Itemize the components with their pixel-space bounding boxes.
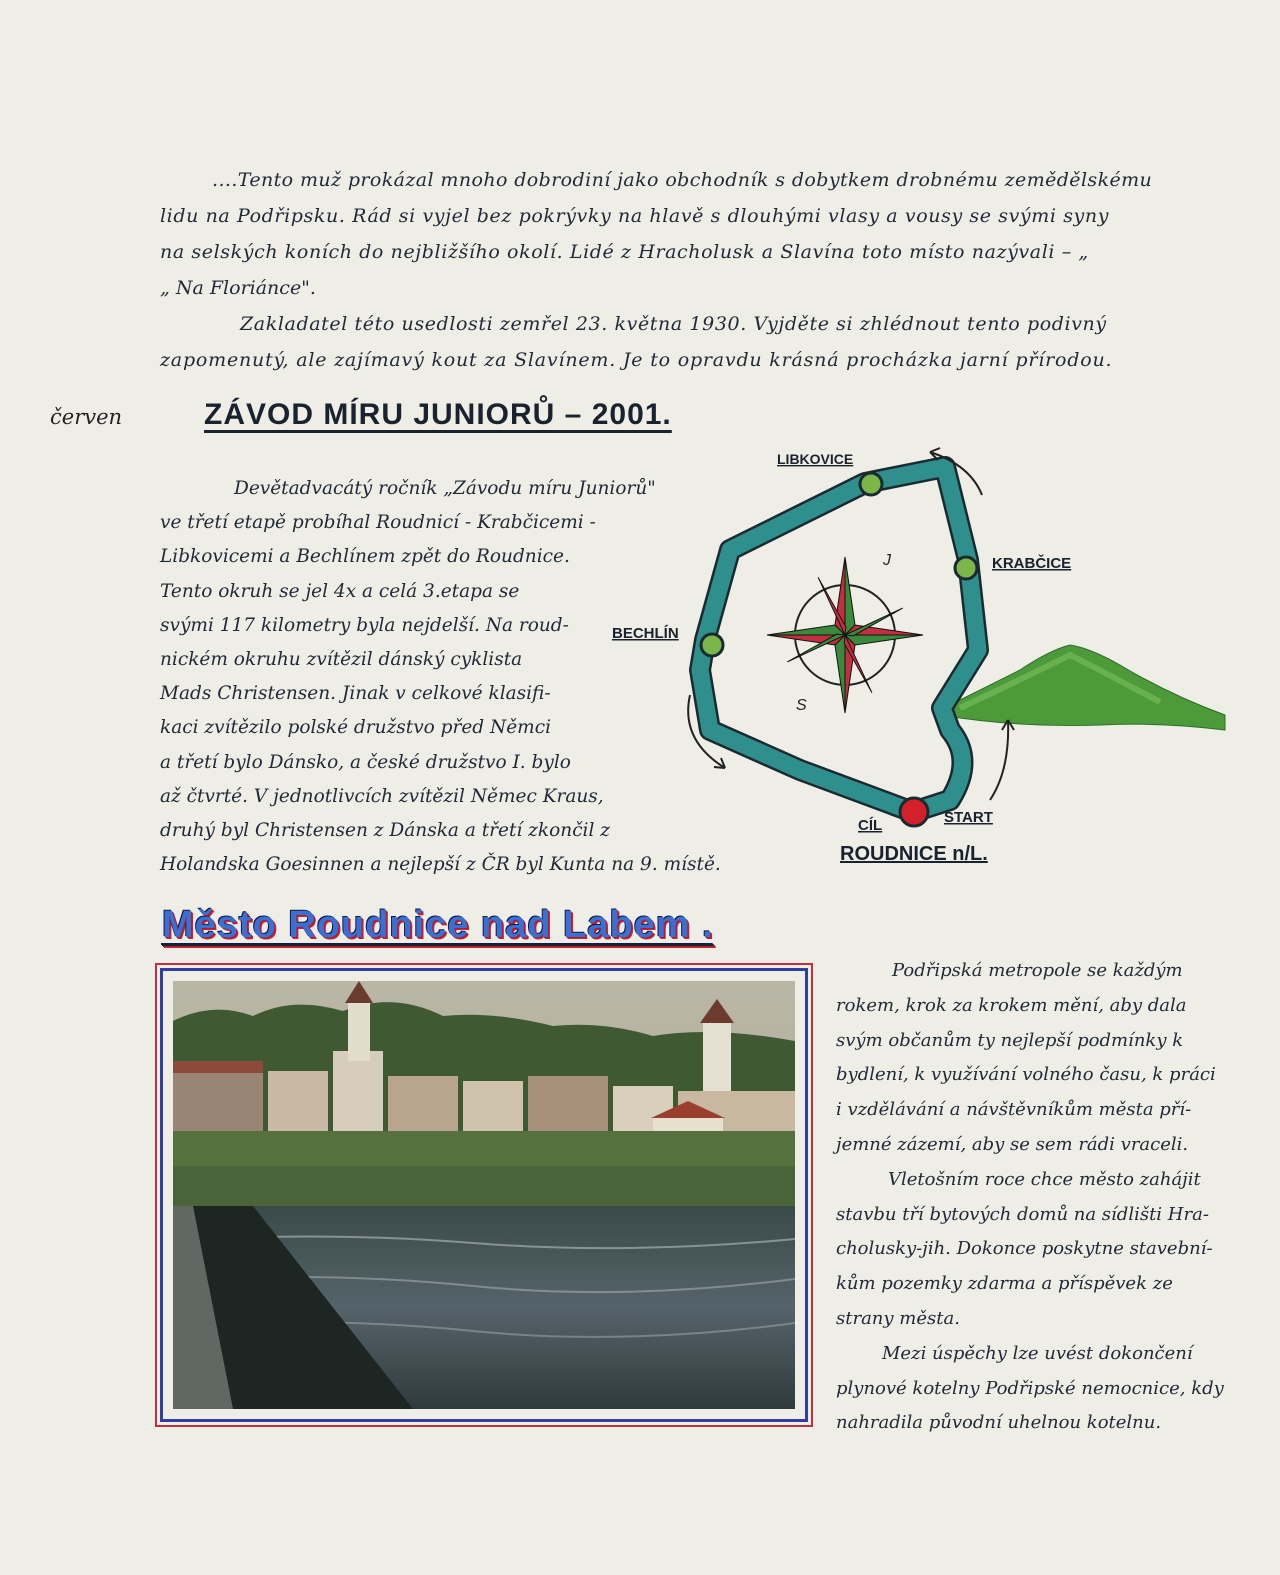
- city-line: plynové kotelny Podřipské nemocnice, kdy: [836, 1377, 1224, 1399]
- intro-line: lidu na Podřipsku. Rád si vyjel bez pokrývky na hlavě s dlouhými vlasy a vousy se svými syny: [160, 205, 1110, 227]
- city-line: svým občanům ty nejlepší podmínky k: [836, 1029, 1184, 1051]
- race-line: kaci zvítězilo polské družstvo před Němci: [160, 717, 551, 739]
- intro-line: ....Tento muž prokázal mnoho dobrodiní jako obchodník s dobytkem drobnému zemědělskému: [212, 169, 1153, 191]
- race-line: druhý byl Christensen z Dánska a třetí zkončil z: [160, 820, 611, 842]
- city-photo-frame: [160, 968, 808, 1422]
- city-line: kům pozemky zdarma a příspěvek ze: [836, 1273, 1173, 1295]
- race-line: Tento okruh se jel 4x a celá 3.etapa se: [160, 580, 520, 602]
- city-line: Mezi úspěchy lze uvést dokončení: [882, 1342, 1193, 1364]
- intro-line: „ Na Floriánce".: [160, 277, 316, 299]
- route-map: [600, 440, 1240, 880]
- race-line: až čtvrté. V jednotlivcích zvítězil Němec Kraus,: [160, 785, 604, 807]
- city-line: Vletošním roce chce město zahájit: [888, 1168, 1201, 1190]
- city-title: Město Roudnice nad Labem .: [162, 904, 714, 946]
- label-start: START: [944, 809, 993, 826]
- race-line: Devětadvacátý ročník „Závodu míru Juniorů": [234, 478, 656, 499]
- compass-north-label: J: [883, 552, 891, 569]
- city-line: nahradila původní uhelnou kotelnu.: [836, 1412, 1162, 1434]
- city-line: cholusky-jih. Dokonce poskytne stavební-: [836, 1238, 1213, 1260]
- race-line: Holandska Goesinnen a nejlepší z ČR byl Kunta na 9. místě.: [160, 854, 721, 876]
- city-line: rokem, krok za krokem mění, aby dala: [836, 994, 1187, 1016]
- city-line: stavbu tří bytových domů na sídlišti Hra-: [836, 1203, 1209, 1225]
- label-bechlin: BECHLÍN: [612, 625, 679, 642]
- city-line: i vzdělávání a návštěvníkům města pří-: [836, 1099, 1192, 1121]
- race-line: ve třetí etapě probíhal Roudnicí - Krabčicemi -: [160, 512, 596, 534]
- intro-line: Zakladatel této usedlosti zemřel 23. května 1930. Vyjděte si zhlédnout tento podivný: [240, 313, 1107, 335]
- race-line: svými 117 kilometry byla nejdelší. Na roud-: [160, 614, 569, 636]
- race-line: a třetí bylo Dánsko, a české družstvo I. bylo: [160, 751, 571, 773]
- city-line: Podřipská metropole se každým: [892, 960, 1183, 981]
- city-photo: [173, 981, 795, 1409]
- stop-libkovice: [860, 473, 882, 495]
- intro-line: zapomenutý, ale zajímavý kout za Slavínem. Je to opravdu krásná procházka jarní přírodou.: [160, 349, 1113, 371]
- label-krabcice: KRABČICE: [992, 555, 1072, 572]
- city-line: jemné zázemí, aby se sem rádi vraceli.: [836, 1133, 1189, 1155]
- intro-line: na selských koních do nejbližšího okolí. Lidé z Hracholusk a Slavína toto místo nazývali – „: [160, 241, 1089, 263]
- label-libkovice: LIBKOVICE: [777, 451, 854, 467]
- race-line: nickém okruhu zvítězil dánský cyklista: [160, 649, 523, 671]
- month-note: červen: [50, 405, 123, 429]
- direction-arrow: [990, 720, 1008, 800]
- stop-krabcice: [955, 557, 977, 579]
- city-line: bydlení, k využívání volného času, k práci: [836, 1064, 1216, 1086]
- label-roudnice: ROUDNICE n/L.: [840, 843, 988, 865]
- intro-paragraph: [160, 162, 1220, 378]
- finish-point: [900, 798, 928, 826]
- stop-bechlin: [701, 634, 723, 656]
- city-paragraph: [836, 954, 1256, 1441]
- compass-rose: [767, 557, 923, 713]
- race-title: ZÁVOD MÍRU JUNIORŮ – 2001.: [204, 398, 672, 431]
- race-line: Libkovicemi a Bechlínem zpět do Roudnice.: [160, 546, 570, 568]
- race-line: Mads Christensen. Jinak v celkové klasifi-: [160, 683, 551, 705]
- label-cil: CÍL: [858, 817, 883, 834]
- compass-south-label: S: [796, 697, 807, 714]
- city-line: strany města.: [836, 1307, 960, 1329]
